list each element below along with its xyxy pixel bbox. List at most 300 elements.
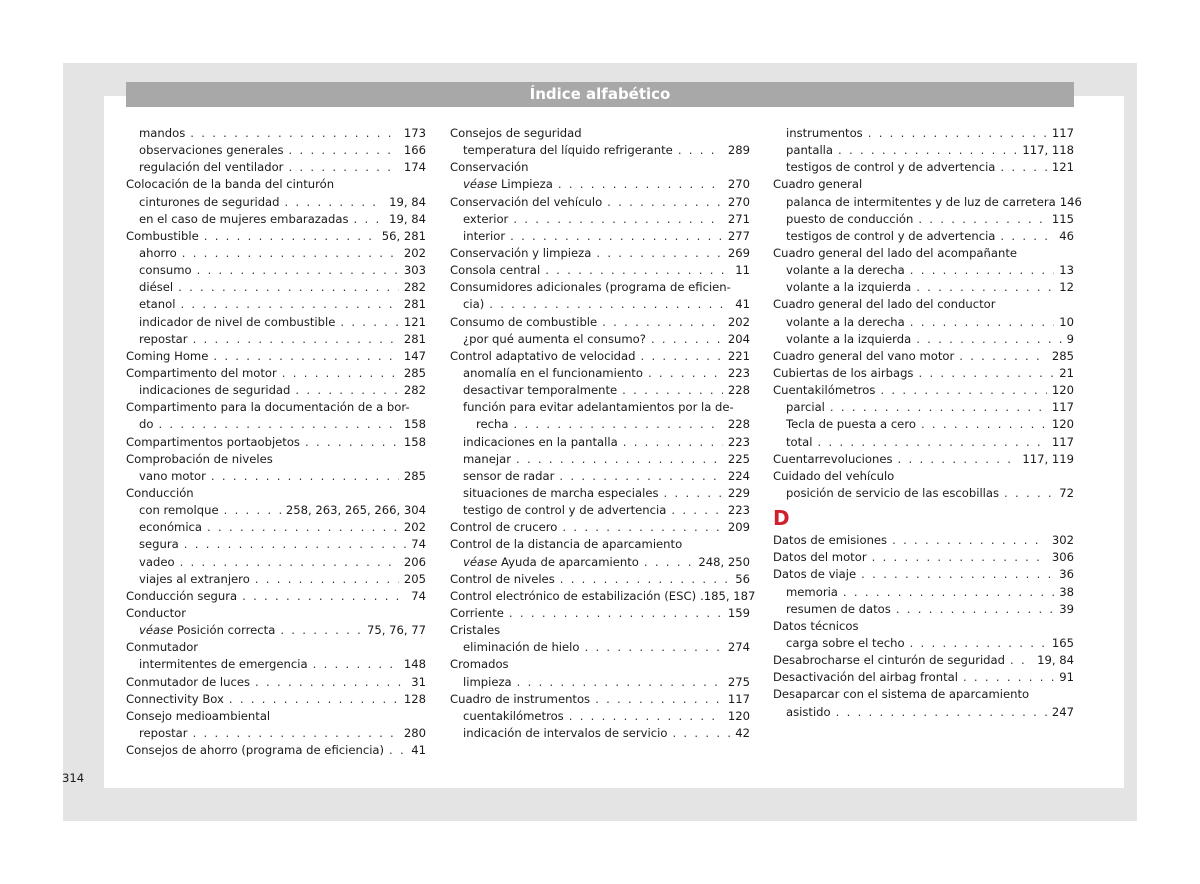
- page-reference: 13: [1059, 263, 1074, 278]
- entry-text: memoria: [786, 584, 838, 599]
- index-subentry: [126, 125, 426, 142]
- entry-text: resumen de datos: [786, 601, 891, 616]
- entry-term: [773, 652, 1005, 669]
- entry-text: Control de crucero: [450, 520, 558, 535]
- entry-term: [476, 416, 508, 433]
- index-subentry: [450, 142, 750, 159]
- page-reference: 275: [727, 674, 750, 689]
- entry-term: [139, 519, 202, 536]
- entry-text: temperatura del líquido refrigerante: [463, 143, 673, 158]
- index-entry: [126, 451, 426, 468]
- dot-leader: [559, 468, 722, 485]
- entry-term: [786, 159, 995, 176]
- page-reference: 74: [411, 537, 426, 552]
- entry-term: [126, 486, 194, 500]
- dot-leader: [190, 125, 399, 142]
- entry-text: Consejo medioambiental: [126, 708, 271, 723]
- entry-text: sensor de radar: [463, 468, 555, 483]
- index-subentry: [450, 485, 750, 502]
- entry-text: económica: [139, 520, 203, 535]
- entry-term: [463, 708, 564, 725]
- page-reference: 274: [727, 640, 750, 655]
- dot-leader: [389, 742, 406, 759]
- entry-term: [450, 348, 635, 365]
- index-entry: [126, 639, 426, 656]
- entry-text: Compartimento para la documentación de a bor-: [126, 400, 410, 415]
- entry-text: posición de servicio de las escobillas: [786, 485, 1000, 500]
- index-entry: [450, 314, 750, 331]
- index-entry: [126, 742, 426, 759]
- index-subentry: [126, 296, 426, 313]
- page-reference: 120: [727, 708, 750, 723]
- index-subentry: [450, 382, 750, 399]
- entry-term: [786, 635, 905, 652]
- entry-text: Compartimento del motor: [126, 365, 277, 380]
- page-reference: 281: [403, 331, 426, 346]
- index-column-3: [773, 125, 1082, 721]
- entry-term: [773, 297, 996, 311]
- entry-term: [139, 314, 335, 331]
- entry-text: observaciones generales: [139, 143, 284, 158]
- entry-text: Conservación y limpieza: [450, 245, 592, 260]
- dot-leader: [509, 605, 723, 622]
- page-reference: 117: [1051, 126, 1074, 140]
- index-entry: [450, 536, 750, 553]
- entry-text: anomalía en el funcionamiento: [463, 365, 643, 380]
- page-reference: 258, 263, 265, 266, 304: [285, 503, 426, 518]
- entry-text: Cromados: [450, 657, 509, 672]
- index-entry: [126, 605, 426, 622]
- dot-leader: [872, 549, 1047, 566]
- page-reference: 282: [403, 383, 426, 398]
- dot-leader: [843, 584, 1054, 601]
- entry-text: intermitentes de emergencia: [139, 657, 308, 672]
- entry-term: [773, 246, 1017, 260]
- entry-term: [463, 502, 666, 519]
- entry-term: [463, 485, 659, 502]
- entry-term: [126, 348, 208, 365]
- page-reference: 56, 281: [381, 228, 426, 243]
- page-reference: 75, 76, 77: [367, 623, 426, 638]
- entry-term: [773, 469, 894, 483]
- entry-text: en el caso de mujeres embarazadas: [139, 211, 349, 226]
- entry-term: [773, 532, 887, 549]
- dot-leader: [910, 262, 1054, 279]
- entry-text: regulación del ventilador: [139, 160, 284, 175]
- entry-term: [450, 623, 500, 637]
- entry-text: Datos de emisiones: [773, 533, 888, 548]
- entry-text: repostar: [139, 331, 188, 346]
- index-subentry: [126, 314, 426, 331]
- dot-leader: [838, 142, 1017, 159]
- page-reference: 117: [1051, 434, 1074, 449]
- entry-text: Desaparcar con el sistema de aparcamiento: [773, 687, 1030, 702]
- index-entry: [773, 296, 1074, 313]
- entry-text: Ayuda de aparcamiento: [497, 554, 639, 569]
- entry-text: diésel: [139, 280, 174, 295]
- entry-text: Cuadro general del vano motor: [773, 348, 955, 363]
- index-column-2: [450, 125, 756, 742]
- entry-term: [450, 245, 591, 262]
- dot-leader: [558, 176, 723, 193]
- entry-text: Datos técnicos: [773, 618, 859, 633]
- entry-term: [450, 314, 597, 331]
- index-entry: [450, 125, 750, 142]
- entry-text: función para evitar adelantamientos por la de-: [463, 400, 734, 415]
- entry-term: [463, 331, 646, 348]
- entry-text: limpieza: [463, 674, 512, 689]
- index-subentry: [450, 228, 750, 245]
- index-subentry: [126, 159, 426, 176]
- entry-term: [786, 142, 833, 159]
- entry-term: [139, 536, 179, 553]
- dot-leader: [313, 656, 399, 673]
- page-reference: 206: [403, 554, 426, 569]
- page-reference: 221: [727, 348, 750, 363]
- page-reference: 115: [1051, 211, 1074, 226]
- entry-text: testigo de control y de advertencia: [463, 503, 667, 518]
- entry-term: [786, 279, 911, 296]
- dot-leader: [207, 519, 399, 536]
- entry-term: [463, 434, 618, 451]
- index-subentry: [450, 451, 750, 468]
- entry-text: instrumentos: [786, 126, 863, 140]
- page-reference: 117, 118: [1022, 143, 1074, 158]
- page-reference: 247: [1051, 704, 1074, 719]
- index-subentry: [126, 382, 426, 399]
- index-entry: [773, 348, 1074, 365]
- index-subentry: [126, 211, 426, 228]
- entry-term: [463, 725, 667, 742]
- entry-text: ¿por qué aumenta el consumo?: [463, 331, 646, 346]
- index-entry: [450, 588, 756, 605]
- entry-term: [126, 177, 334, 191]
- page-reference: 228: [727, 417, 750, 432]
- entry-term: [786, 704, 831, 721]
- entry-term: [463, 674, 512, 691]
- page-reference: 158: [403, 417, 426, 432]
- entry-text: Cuidado del vehículo: [773, 468, 895, 483]
- entry-term: [773, 348, 954, 365]
- index-entry: [450, 605, 750, 622]
- page-reference: 72: [1059, 485, 1074, 500]
- index-entry: [450, 279, 750, 296]
- entry-text: eliminación de hielo: [463, 640, 580, 655]
- entry-text: Colocación de la banda del cinturón: [126, 177, 335, 192]
- entry-text: Desactivación del airbag frontal: [773, 670, 958, 685]
- entry-text: repostar: [139, 725, 188, 740]
- index-entry: [126, 434, 426, 451]
- entry-term: [463, 639, 579, 656]
- index-subentry: [126, 468, 426, 485]
- index-entry: [126, 228, 426, 245]
- entry-term: [463, 176, 553, 193]
- dot-leader: [289, 142, 399, 159]
- page-reference: 146: [1059, 194, 1082, 209]
- dot-leader: [288, 159, 398, 176]
- page-reference: 120: [1051, 383, 1074, 398]
- dot-leader: [295, 382, 398, 399]
- dot-leader: [517, 674, 723, 691]
- entry-text: Consejos de ahorro (programa de eficiencia): [126, 743, 385, 758]
- index-entry: [773, 176, 1074, 193]
- dot-leader: [182, 245, 399, 262]
- page-reference: 248, 250: [698, 554, 750, 569]
- page-reference: 147: [403, 348, 426, 363]
- entry-text: Posición correcta: [173, 623, 276, 638]
- entry-term: [139, 125, 185, 142]
- index-subentry: [450, 416, 750, 433]
- entry-text: Conmutador: [126, 640, 199, 655]
- page-reference: 173: [403, 126, 426, 140]
- entry-text: segura: [139, 537, 179, 552]
- entry-text: mandos: [139, 126, 186, 140]
- entry-term: [139, 296, 175, 313]
- see-reference: véase: [139, 623, 174, 638]
- entry-text: Consumidores adicionales (programa de eficien-: [450, 280, 731, 295]
- page-reference: 223: [727, 503, 750, 518]
- dot-leader: [880, 382, 1046, 399]
- page-reference: 9: [1066, 331, 1074, 346]
- index-subentry: [773, 704, 1074, 721]
- entry-term: [773, 549, 867, 566]
- entry-term: [139, 468, 206, 485]
- dot-leader: [921, 416, 1047, 433]
- page-reference: 166: [403, 143, 426, 158]
- index-entry: [126, 691, 426, 708]
- dot-leader: [184, 536, 406, 553]
- entry-term: [450, 571, 555, 588]
- index-subentry: [773, 416, 1074, 433]
- entry-text: Combustible: [126, 228, 199, 243]
- dot-leader: [595, 691, 723, 708]
- entry-text: volante a la derecha: [786, 314, 905, 329]
- entry-text: palanca de intermitentes y de luz de carretera: [786, 194, 1056, 209]
- index-subentry: [450, 296, 750, 313]
- dot-leader: [516, 451, 723, 468]
- entry-term: [773, 566, 856, 583]
- entry-term: [786, 485, 999, 502]
- page-reference: 148: [403, 657, 426, 672]
- index-entry: [450, 245, 750, 262]
- dot-leader: [896, 601, 1054, 618]
- index-entry: [773, 365, 1074, 382]
- entry-text: ahorro: [139, 245, 177, 260]
- index-subentry: [773, 142, 1074, 159]
- entry-term: [139, 211, 349, 228]
- entry-text: volante a la izquierda: [786, 331, 912, 346]
- dot-leader: [513, 416, 722, 433]
- entry-text: indicaciones en la pantalla: [463, 434, 618, 449]
- index-entry: [450, 194, 750, 211]
- page-reference: 209: [727, 520, 750, 535]
- entry-term: [139, 416, 153, 433]
- page-reference: 229: [727, 485, 750, 500]
- entry-term: [126, 365, 277, 382]
- entry-term: [450, 657, 509, 671]
- entry-term: [139, 725, 188, 742]
- index-subentry: [126, 245, 426, 262]
- page-reference: 159: [727, 605, 750, 620]
- index-entry: [126, 588, 426, 605]
- dot-leader: [510, 228, 723, 245]
- index-header: Índice alfabético: [126, 82, 1074, 107]
- page-reference: 19, 84: [389, 194, 426, 209]
- dot-leader: [1010, 652, 1032, 669]
- index-entry: [126, 674, 426, 691]
- entry-text: Control de la distancia de aparcamiento: [450, 537, 683, 552]
- entry-term: [126, 588, 237, 605]
- index-entry: [450, 262, 750, 279]
- entry-term: [786, 331, 911, 348]
- entry-text: Control adaptativo de velocidad: [450, 348, 636, 363]
- page-reference: 271: [727, 211, 750, 226]
- index-entry: [450, 622, 750, 639]
- dot-leader: [918, 211, 1047, 228]
- entry-text: Compartimentos portaobjetos: [126, 434, 300, 449]
- index-subentry: [773, 211, 1074, 228]
- page-reference: 46: [1059, 228, 1074, 243]
- dot-leader: [622, 382, 723, 399]
- entry-text: Conducción segura: [126, 588, 238, 603]
- dot-leader: [180, 554, 399, 571]
- dot-leader: [340, 314, 399, 331]
- entry-text: Control electrónico de estabilización (ESC): [450, 588, 697, 603]
- entry-text: total: [786, 434, 813, 449]
- entry-term: [463, 451, 511, 468]
- page-reference: 285: [1051, 348, 1074, 363]
- index-subentry: [450, 211, 750, 228]
- section-letter: D: [773, 506, 790, 531]
- entry-text: etanol: [139, 297, 176, 312]
- page-reference: 41: [411, 743, 426, 758]
- index-subentry: [450, 399, 750, 416]
- dot-leader: [569, 708, 723, 725]
- entry-term: [126, 452, 273, 466]
- entry-term: [139, 142, 284, 159]
- page-reference: 128: [403, 691, 426, 706]
- dot-leader: [898, 451, 1018, 468]
- page-reference: 281: [403, 297, 426, 312]
- entry-term: [139, 331, 188, 348]
- entry-text: pantalla: [786, 143, 834, 158]
- entry-term: [126, 400, 410, 414]
- page-reference: 280: [403, 725, 426, 740]
- entry-text: Cuadro general del lado del acompañante: [773, 245, 1018, 260]
- dot-leader: [830, 399, 1047, 416]
- entry-term: [126, 434, 300, 451]
- page-reference: 117: [727, 691, 750, 706]
- entry-text: Cristales: [450, 623, 501, 638]
- dot-leader: [1004, 485, 1054, 502]
- dot-leader: [818, 434, 1047, 451]
- entry-term: [450, 691, 590, 708]
- entry-term: [139, 554, 175, 571]
- entry-text: parcial: [786, 400, 825, 415]
- entry-text: con remolque: [139, 503, 219, 518]
- page-reference: 270: [727, 177, 750, 192]
- entry-term: [126, 709, 270, 723]
- entry-term: [139, 656, 308, 673]
- index-entry: [773, 451, 1074, 468]
- entry-term: [773, 669, 958, 686]
- index-subentry: [773, 584, 1074, 601]
- page-reference: 289: [727, 143, 750, 158]
- index-entry: [126, 399, 426, 416]
- entry-text: indicación de intervalos de servicio: [463, 725, 668, 740]
- page-reference: 202: [403, 520, 426, 535]
- entry-text: Conservación: [450, 160, 529, 175]
- entry-text: indicador de nivel de combustible: [139, 314, 336, 329]
- entry-term: [786, 211, 913, 228]
- entry-text: Consola central: [450, 263, 541, 278]
- entry-term: [463, 468, 554, 485]
- entry-text: consumo: [139, 263, 192, 278]
- dot-leader: [623, 434, 723, 451]
- entry-text: Cuadro general: [773, 177, 863, 192]
- entry-term: [139, 279, 173, 296]
- dot-leader: [916, 279, 1054, 296]
- dot-leader: [305, 434, 399, 451]
- entry-term: [786, 228, 995, 245]
- index-subentry: [773, 399, 1074, 416]
- index-entry: [773, 382, 1074, 399]
- dot-leader: [242, 588, 406, 605]
- entry-term: [773, 382, 875, 399]
- entry-term: [450, 194, 602, 211]
- page-reference: 39: [1059, 601, 1074, 616]
- index-entry: [450, 159, 750, 176]
- page-reference: 42: [735, 725, 750, 740]
- entry-text: manejar: [463, 451, 511, 466]
- dot-leader: [651, 331, 723, 348]
- entry-text: Corriente: [450, 605, 504, 620]
- index-subentry: [126, 536, 426, 553]
- dot-leader: [197, 262, 399, 279]
- index-subentry: [126, 279, 426, 296]
- entry-term: [450, 588, 696, 605]
- index-entry: [126, 708, 426, 725]
- entry-term: [139, 245, 177, 262]
- dot-leader: [671, 502, 723, 519]
- entry-text: exterior: [463, 211, 509, 226]
- index-entry: [773, 245, 1074, 262]
- entry-term: [139, 502, 219, 519]
- index-subentry: [126, 554, 426, 571]
- dot-leader: [560, 571, 731, 588]
- entry-term: [786, 125, 863, 142]
- index-subentry: [126, 142, 426, 159]
- index-entry: [773, 566, 1074, 583]
- dot-leader: [836, 704, 1047, 721]
- entry-text: indicaciones de seguridad: [139, 383, 291, 398]
- entry-term: [786, 601, 891, 618]
- index-subentry: [450, 554, 750, 571]
- page-reference: 74: [411, 588, 426, 603]
- dot-leader: [282, 365, 399, 382]
- page-reference: 277: [727, 228, 750, 243]
- entry-term: [463, 382, 617, 399]
- dot-leader: [607, 194, 723, 211]
- index-subentry: [450, 176, 750, 193]
- dot-leader: [910, 635, 1047, 652]
- index-entry: [773, 669, 1074, 686]
- dot-leader: [596, 245, 723, 262]
- index-entry: [450, 691, 750, 708]
- page-reference: 269: [727, 245, 750, 260]
- dot-leader: [910, 314, 1054, 331]
- dot-leader: [861, 566, 1054, 583]
